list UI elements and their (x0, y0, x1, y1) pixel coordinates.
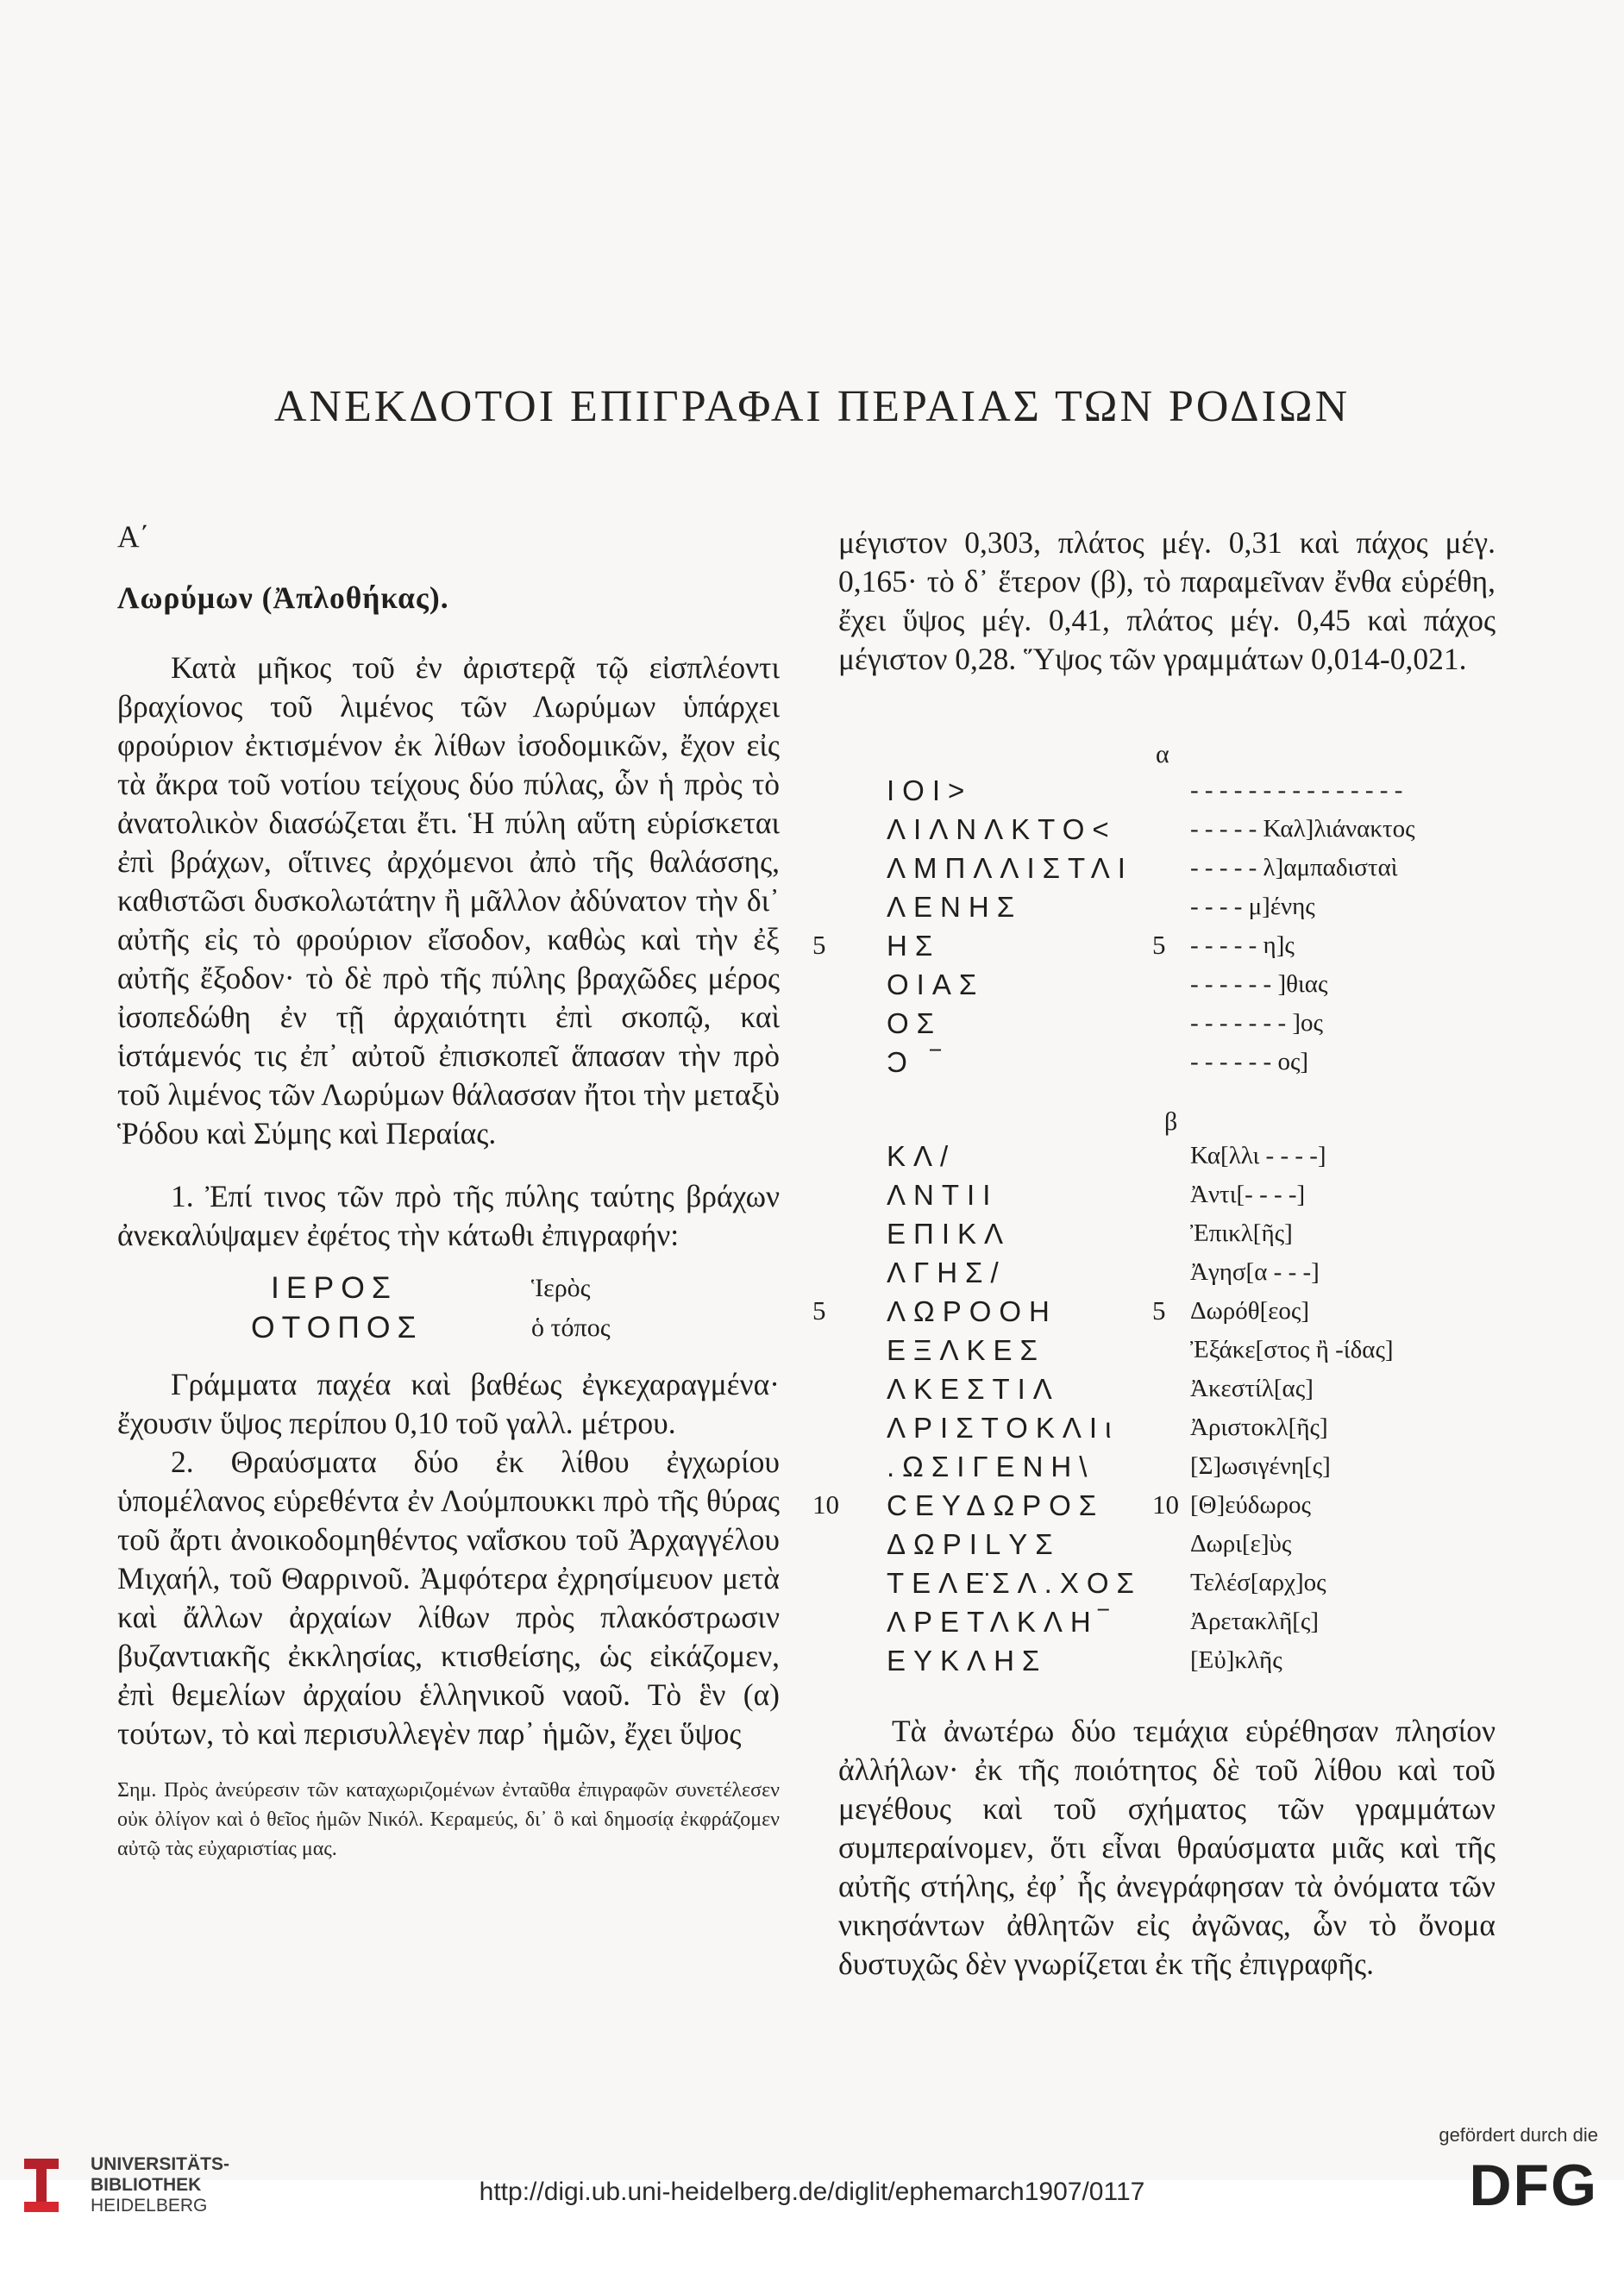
inscription-translit: ὁ τόπος (531, 1313, 611, 1342)
fragment-line: ΛΡΙΣΤΟΚΛΙι (887, 1412, 1119, 1444)
paragraph-2: 1. Ἐπί τινος τῶν πρὸ τῆς πύλης ταύτης βράχων ἀνεκαλύψαμεν ἐφέτος τὴν κάτωθι ἐπιγραφήν: (117, 1179, 780, 1252)
fragment-line: ΛΡΕΤΛΚΛΗ‾ (887, 1606, 1116, 1638)
footnote: Σημ. Πρὸς ἀνεύρεσιν τῶν καταχωριζομένων ἐνταῦθα ἐπιγραφῶν συνετέλεσεν οὐκ ὀλίγον καὶ ὁ θεῖος ἡμῶν Νικόλ. Κεραμεύς, δι᾽ ὃ καὶ δημοσίᾳ ἐκφράζομεν αὐτῷ τὰς εὐχαριστίας μας. (117, 1779, 780, 1860)
fragment-line: ΗΣ (887, 930, 941, 962)
fragment-transcription: Ἐπικλ[ῆς] (1190, 1219, 1293, 1247)
fragment-transcription: Ἀντι[- - - -] (1190, 1181, 1306, 1208)
line-number: 5 (1152, 1295, 1166, 1326)
inscription-translit: Ἱερὸς (531, 1274, 591, 1302)
inscription-line: ΟΤΟΠΟΣ (251, 1310, 423, 1344)
fragment-label-b: β (1164, 1107, 1178, 1136)
fragment-transcription: - - - - - λ]αμπαδισταὶ (1190, 854, 1398, 881)
fragment-transcription: - - - - - - ος] (1190, 1048, 1309, 1075)
fragment-transcription: [Εὐ]κλῆς (1190, 1646, 1282, 1674)
fragment-transcription: Κα[λλι - - - -] (1190, 1142, 1326, 1169)
fragment-transcription: - - - - μ]ένης (1190, 893, 1315, 920)
line-number: 5 (812, 930, 826, 960)
fragment-line: Ͻ ‾ (887, 1046, 948, 1078)
fragment-line: ΛΩΡΟΟΗ (887, 1295, 1057, 1327)
fragment-line: ΙΟΙ> (887, 774, 973, 806)
fragment-label-a: α (1156, 740, 1169, 768)
dfg-logo: DFG (1469, 2153, 1598, 2218)
fragment-line: ΔΩΡΙLΥΣ (887, 1528, 1061, 1560)
line-number: 10 (812, 1489, 839, 1520)
fragment-transcription: Ἐξάκε[στος ἢ -ίδας] (1190, 1336, 1394, 1363)
funding-note: gefördert durch die (1439, 2124, 1598, 2146)
inscription-line: ΙΕΡΟΣ (271, 1270, 398, 1305)
fragment-transcription: - - - - - - ]θιας (1190, 970, 1328, 998)
fragment-line: ΛΙΛΝΛΚΤΟ< (887, 813, 1117, 845)
fragment-line: ΛΜΠΛΛΙΣΤΛΙ (887, 852, 1133, 884)
line-number: 5 (812, 1295, 826, 1326)
fragment-line: ΛΕΝΗΣ (887, 891, 1023, 923)
fragment-transcription: Ἀριστοκλ[ῆς] (1190, 1413, 1328, 1441)
paragraph-3: Γράμματα παχέα καὶ βαθέως ἐγκεχαραγμένα· ἔχουσιν ὕψος περίπου 0,10 τοῦ γαλλ. μέτρου. (117, 1367, 780, 1440)
fragment-line: ΚΛ/ (887, 1140, 956, 1172)
right-column-lower (838, 1712, 1495, 1984)
fragment-transcription: - - - - - η]ς (1190, 931, 1295, 959)
line-number: 10 (1152, 1489, 1179, 1520)
fragment-transcription: Ἀκεστίλ[ας] (1190, 1375, 1314, 1402)
left-column (117, 517, 780, 1864)
page-title: ΑΝΕΚΔΟΤΟΙ ΕΠΙΓΡΑΦΑΙ ΠΕΡΑΙΑΣ ΤΩΝ ΡΟΔΙΩΝ (273, 382, 1351, 431)
section-heading: Λωρύμων (Ἀπλοθήκας). (117, 580, 449, 615)
fragment-transcription: [Θ]εύδωρος (1190, 1491, 1312, 1519)
fragment-transcription: - - - - - Καλ]λιάνακτος (1190, 815, 1415, 843)
section-number: Α΄ (117, 519, 150, 554)
fragment-transcription: Δωρι[ε]ὺς (1190, 1530, 1292, 1558)
fragment-transcription: Ἀγησ[α - - -] (1190, 1258, 1320, 1286)
inscription-block (117, 1262, 780, 1357)
fragment-transcription: Δωρόθ[εος] (1190, 1297, 1310, 1325)
library-name: UNIVERSITÄTS- BIBLIOTHEK HEIDELBERG (91, 2154, 230, 2216)
right-column (838, 523, 1495, 679)
fragment-line: ΤΕΛΕ̈ΣΛ.ΧΟΣ (887, 1567, 1142, 1599)
paragraph-1: Κατὰ μῆκος τοῦ ἐν ἀριστερᾷ τῷ εἰσπλέοντι βραχίονος τοῦ λιμένος τῶν Λωρύμων ὑπάρχει φρούριον ἐκτισμένον ἐκ λίθων ἰσοδομικῶν, ἔχον εἰς τὰ ἄκρα τοῦ νοτίου τείχους δύο πύλας, ὧν ἡ πρὸς τὸ ἀνατολικὸν διασώζεται ἔτι. Ἡ πύλη αὕτη εὑρίσκεται ἐπὶ βράχων, οἵτινες ἀρχόμενοι ἀπὸ τῆς θαλάσσης, καθιστῶσι δυσκολωτάτην ἢ μᾶλλον ἀδύνατον τὴν δι᾽ αὐτῆς εἰς τὸ φρούριον εἴσοδον, καθὼς καὶ τὴν ἐξ αὐτῆς ἔξοδον· τὸ δὲ πρὸ τῆς πύλης βραχῶδες μέρος ἰσοπεδώθη ἐν τῇ ἀρχαιότητι ἐπὶ σκοπῷ, καὶ ἱστάμενός τις ἐπ᾽ αὐτοῦ ἐπισκοπεῖ ἅπασαν τὴν πρὸ τοῦ λιμένος τῶν Λωρύμων θάλασσαν ἤτοι τὴν μεταξὺ Ῥόδου καὶ Σύμης καὶ Περαίας. (117, 650, 780, 1150)
fragment-line: ΕΥΚΛΗΣ (887, 1645, 1048, 1677)
fragment-line: .ΩΣΙΓΕΝΗ\ (887, 1451, 1095, 1482)
fragment-transcription: - - - - - - - - - - - - - - - (1190, 776, 1403, 804)
fragment-line: ϹΕΥΔΩΡΟΣ (887, 1489, 1105, 1521)
fragment-transcription: [Σ]ωσιγένη[ς] (1190, 1452, 1331, 1480)
fragment-line: ΛΝΤΙΙ (887, 1179, 999, 1211)
fragment-transcription: - - - - - - - ]ος (1190, 1009, 1323, 1037)
fragment-line: ΛΚΕΣΤΙΛ (887, 1373, 1060, 1405)
paragraph-conclusion: Τὰ ἀνωτέρω δύο τεμάχια εὑρέθησαν πλησίον ἀλλήλων· ἐκ τῆς ποιότητος δὲ τοῦ λίθου καὶ τοῦ μεγέθους καὶ τοῦ σχήματος τῶν γραμμάτων συμπεραίνομεν, ὅτι εἶναι θραύσματα μιᾶς καὶ τῆς αὐτῆς στήλης, ἐφ᾽ ἧς ἀνεγράφησαν τὰ ὀνόματα τῶν νικησάντων ἀθλητῶν εἰς ἀγῶνας, ὧν τὸ ὄνομα δυστυχῶς δὲν γνωρίζεται ἐκ τῆς ἐπιγραφῆς. (838, 1714, 1495, 1981)
fragment-transcription: Τελέσ[αρχ]ος (1190, 1569, 1326, 1596)
fragment-line: ΛΓΗΣ/ (887, 1257, 1006, 1288)
permalink-url[interactable]: http://digi.ub.uni-heidelberg.de/diglit/ephemarch1907/0117 (479, 2178, 1145, 2206)
line-number: 5 (1152, 930, 1166, 960)
paragraph-continued: μέγιστον 0,303, πλάτος μέγ. 0,31 καὶ πάχος μέγ. 0,165· τὸ δ᾽ ἕτερον (β), τὸ παραμεῖναν ἔνθα εὑρέθη, ἔχει ὕψος μέγ. 0,41, πλάτος μέγ. 0,45 καὶ πάχος μέγιστον 0,28. Ὕψος τῶν γραμμάτων 0,014-0,021. (838, 525, 1495, 676)
fragment-line: ΟΙΑΣ (887, 968, 985, 1000)
fragment-line: ΟΣ (887, 1007, 943, 1039)
fragment-line: ΕΠΙΚΛ (887, 1218, 1012, 1250)
fragment-transcription: Ἀρετακλῆ[ς] (1190, 1608, 1320, 1635)
paragraph-4: 2. Θραύσματα δύο ἐκ λίθου ἐγχωρίου ὑπομέλανος εὑρεθέντα ἐν Λούμπουκκι πρὸ τῆς θύρας τοῦ ἄρτι ἀνοικοδομηθέντος ναΐσκου τοῦ Ἀρχαγγέλου Μιχαήλ, τοῦ Θαρρινοῦ. Ἀμφότερα ἐχρησίμευον μετὰ καὶ ἄλλων ἀρχαίων λίθων πρὸς πλακόστρωσιν βυζαντιακῆς ἐκκλησίας, κτισθείσης, ὡς εἰκάζομεν, ἐπὶ θεμελίων ἀρχαίου ἑλληνικοῦ ναοῦ. Τὸ ἓν (α) τούτων, τὸ καὶ περισυλλεγὲν παρ᾽ ἡμῶν, ἔχει ὕψος (117, 1445, 780, 1751)
fragment-line: ΕΞΛΚΕΣ (887, 1334, 1045, 1366)
